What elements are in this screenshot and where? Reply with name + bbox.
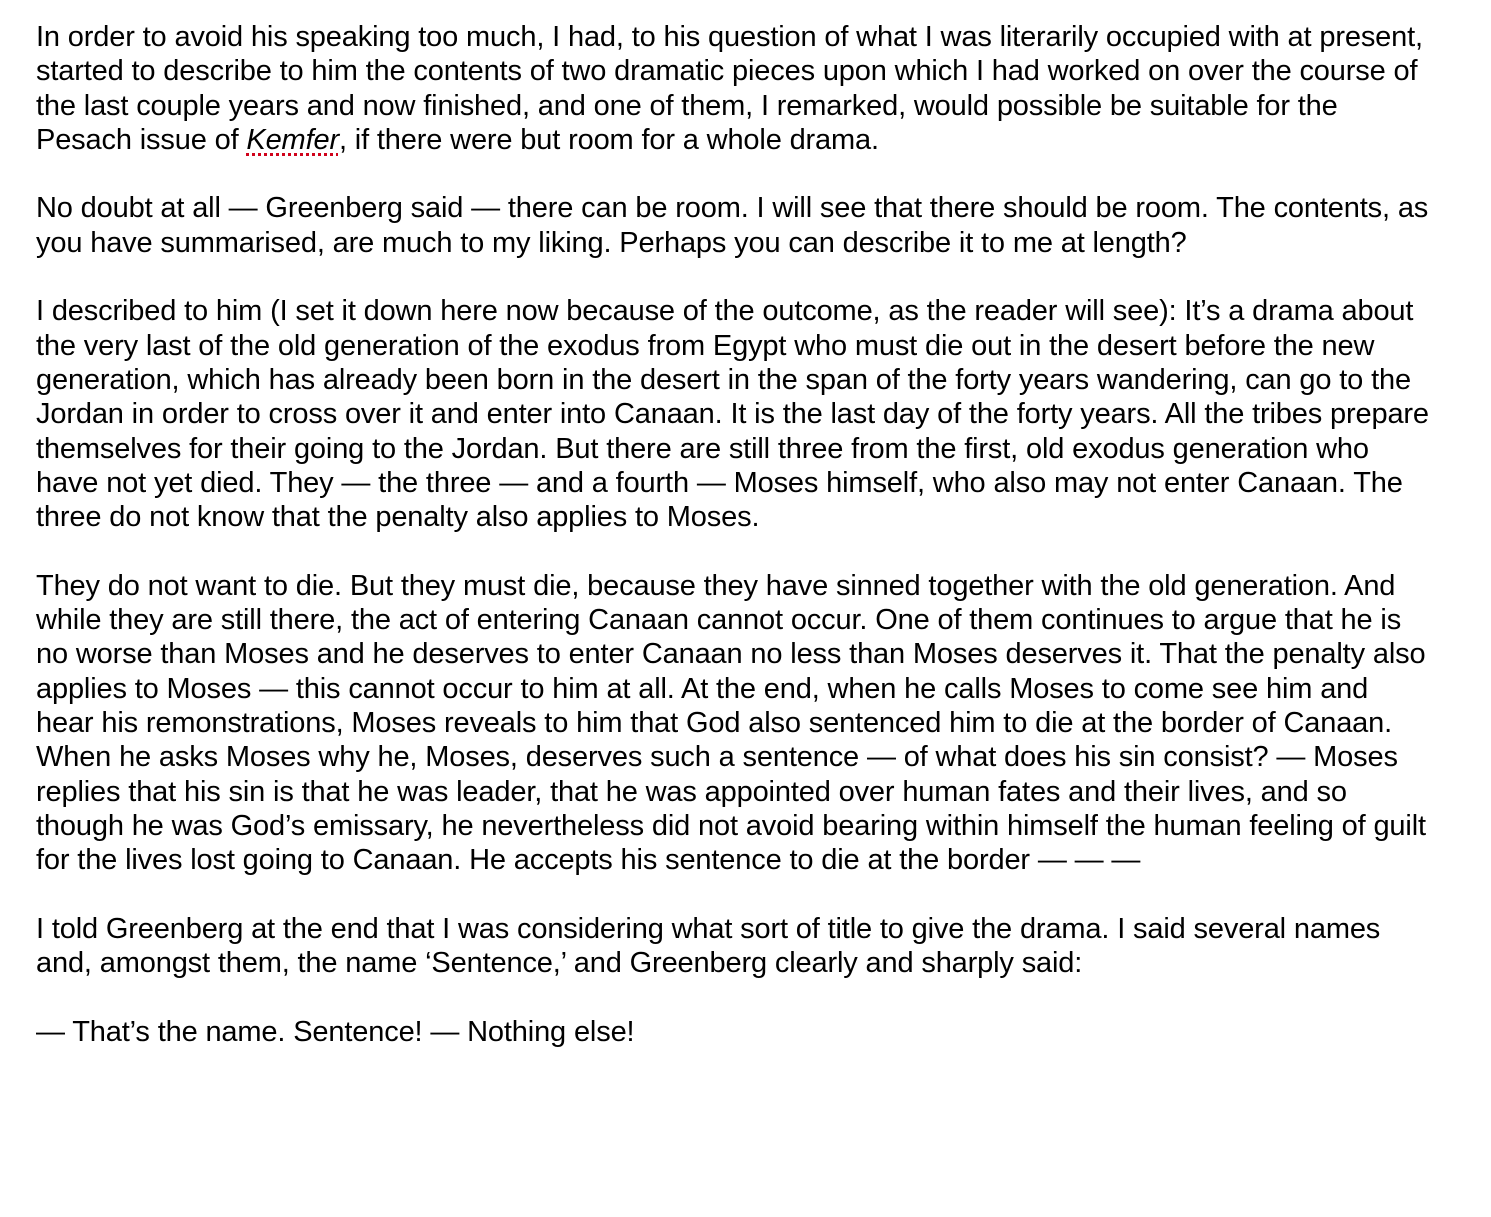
paragraph-5: I told Greenberg at the end that I was considering what sort of title to give the drama. I said several names and, amongst them, the name ‘Sentence,’ and Greenberg clearly and sharply said:: [36, 912, 1381, 980]
misspelled-word-kemfer[interactable]: Kemfer: [246, 123, 339, 156]
paragraph-1-text-end: , if there were but room for a whole drama.: [338, 123, 879, 156]
paragraph-1-text-start: In order to avoid his speaking too much, I had, to his question of what I was literarily occupied with at present, started to describe to him the contents of two dramatic pieces upon which I had worked on over the course of the last couple years and now finished, and one of them, I remarked, would possible be suitable for the Pesach issue of: [36, 21, 1423, 156]
paragraph-4: They do not want to die. But they must die, because they have sinned together with the old generation. And while they are still there, the act of entering Canaan cannot occur. One of them continues to argue that he is no worse than Moses and he deserves to enter Canaan no less than Moses deserves it. That the penalty also applies to Moses — this cannot occur to him at all. At the end, when he calls Moses to come see him and hear his remonstrations, Moses reveals to him that God also sentenced him to die at the border of Canaan. When he asks Moses why he, Moses, deserves such a sentence — of what does his sin consist? — Moses replies that his sin is that he was leader, that he was appointed over human fates and their lives, and so though he was God’s emissary, he nevertheless did not avoid bearing within himself the human feeling of guilt for the lives lost going to Canaan. He accepts his sentence to die at the border — — —: [36, 569, 1426, 877]
paragraph-3: I described to him (I set it down here now because of the outcome, as the reader will see): It’s a drama about the very last of the old generation of the exodus from Egypt who must die out in the desert before the new generation, which has already been born in the desert in the span of the forty years wandering, can go to the Jordan in order to cross over it and enter into Canaan. It is the last day of the forty years. All the tribes prepare themselves for their going to the Jordan. But there are still three from the first, old exodus generation who have not yet died. They — the three — and a fourth — Moses himself, who also may not enter Canaan. The three do not know that the penalty also applies to Moses.: [36, 295, 1429, 534]
paragraph-2: No doubt at all — Greenberg said — there can be room. I will see that there should be room. The contents, as you have summarised, are much to my liking. Perhaps you can describe it to me at length?: [36, 192, 1429, 259]
paragraph-1: [36, 20, 1431, 157]
paragraph-6: — That’s the name. Sentence! — Nothing else!: [36, 1015, 635, 1048]
